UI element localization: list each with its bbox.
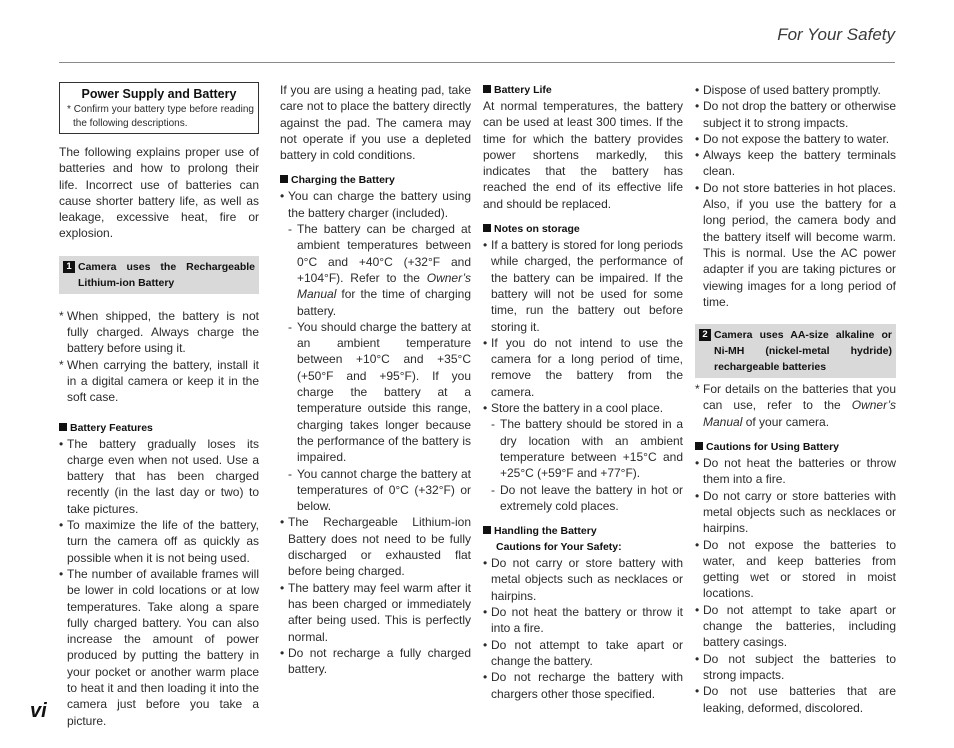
- subsection-banner-1: [59, 256, 259, 294]
- list-item: • If you do not intend to use the camera for a long period of time, remove the battery from the camera.: [483, 335, 683, 400]
- subsection-number: 1: [63, 261, 75, 273]
- list-item: • The number of available frames will be lower in cold locations or at low temperatures. Take along a spare fully charged battery. You can also increase the amount of power produced by putting the battery in your pocket or another warm place to heat it and then loading it into the camera just before you take a picture.: [59, 566, 259, 729]
- list-item: • Do not expose the batteries to water, and keep batteries from getting wet or stored in moist locations.: [695, 537, 896, 602]
- column-2: [280, 82, 471, 677]
- square-bullet-icon: [280, 175, 288, 183]
- heading-cautions: Cautions for Using Battery: [695, 439, 896, 455]
- list-item: • If a battery is stored for long periods while charged, the performance of the battery can be impaired. If the battery will not be used for some time, run the battery out before storing it.: [483, 237, 683, 335]
- subheading: Cautions for Your Safety:: [496, 541, 622, 554]
- note-item: * For details on the batteries that you can use, refer to the Owner’s Manual of your camera.: [695, 381, 896, 430]
- heading-handling: Handling the Battery Cautions for Your Safety:: [483, 523, 683, 555]
- list-item: • Do not store batteries in hot places. Also, if you use the battery for a long period, the camera body and the battery itself will become warm. This is normal. Use the AC power adapter if you are taking pictures or viewing images for a long period of time.: [695, 180, 896, 310]
- subsection-title: Camera uses the Rechargeable Lithium-ion Battery: [78, 260, 255, 289]
- list-item: • Do not recharge the battery with chargers other those specified.: [483, 669, 683, 702]
- square-bullet-icon: [59, 423, 67, 431]
- sub-list-item: - The battery should be stored in a dry location with an ambient temperature between +15°C and +25°C (+59°F and +77°F).: [491, 416, 683, 481]
- square-bullet-icon: [483, 224, 491, 232]
- subsection-title: Camera uses AA-size alkaline or Ni-MH (nickel-metal hydride) rechargeable batteries: [714, 329, 892, 374]
- heading-battery-life: Battery Life: [483, 82, 683, 98]
- section-title: Power Supply and Battery: [81, 87, 237, 101]
- header-divider: [59, 62, 895, 63]
- sub-list-item: - The battery can be charged at ambient temperatures between 0°C and +40°C (+32°F and +104°F). Refer to the Owner’s Manual for the time of charging battery.: [288, 221, 471, 319]
- square-bullet-icon: [695, 442, 703, 450]
- list-item: • The Rechargeable Lithium-ion Battery does not need to be fully discharged or exhausted flat before being charged.: [280, 514, 471, 579]
- column-3: [483, 82, 683, 702]
- heading-battery-features: Battery Features: [59, 420, 259, 436]
- note-item: * When carrying the battery, install it in a digital camera or keep it in the soft case.: [59, 357, 259, 406]
- section-title-box: [59, 82, 259, 134]
- title-note: * Confirm your battery type before reading the following descriptions.: [67, 104, 254, 129]
- sub-list-item: - You cannot charge the battery at temperatures of 0°C (+32°F) or below.: [288, 466, 471, 515]
- square-bullet-icon: [483, 85, 491, 93]
- sub-list-item: - You should charge the battery at an ambient temperature between +10°C and +35°C (+50°F and +95°F). If you charge the battery at a temperature outside this range, charging takes longer because the performance of the battery is impaired.: [288, 319, 471, 466]
- subsection-banner-2: [695, 324, 896, 378]
- list-item: • The battery gradually loses its charge even when not used. Use a battery that has been charged recently (in the last day or two) to take pictures.: [59, 436, 259, 517]
- list-item: • Dispose of used battery promptly.: [695, 82, 896, 98]
- list-item: • Do not subject the batteries to strong impacts.: [695, 651, 896, 684]
- subsection-number: 2: [699, 329, 711, 341]
- intro-paragraph: The following explains proper use of batteries and how to prolong their life. Incorrect use of batteries can cause shorter battery life, as well as leakage, excessive heat, fire or explosion.: [59, 145, 259, 241]
- list-item: • Always keep the battery terminals clean.: [695, 147, 896, 180]
- list-item: • Do not drop the battery or otherwise subject it to strong impacts.: [695, 98, 896, 131]
- page-number: vi: [30, 700, 47, 722]
- paragraph: At normal temperatures, the battery can be used at least 300 times. If the time for which the battery provides power shortens markedly, this indicates that the battery has reached the end of its effective life and should be replaced.: [483, 99, 683, 211]
- list-item: • Do not expose the battery to water.: [695, 131, 896, 147]
- list-item: • Do not attempt to take apart or change the battery.: [483, 637, 683, 670]
- list-item: • Do not heat the batteries or throw them into a fire.: [695, 455, 896, 488]
- list-item: • Do not use batteries that are leaking, deformed, discolored.: [695, 683, 896, 716]
- list-item: • Do not carry or store batteries with metal objects such as necklaces or hairpins.: [695, 488, 896, 537]
- list-item: • Do not recharge a fully charged battery.: [280, 645, 471, 678]
- sub-list-item: - Do not leave the battery in hot or extremely cold places.: [491, 482, 683, 515]
- column-4: [695, 82, 896, 716]
- list-item: • Do not heat the battery or throw it into a fire.: [483, 604, 683, 637]
- list-item: • To maximize the life of the battery, turn the camera off as quickly as possible when it is not being used.: [59, 517, 259, 566]
- list-item: • You can charge the battery using the battery charger (included). - The battery can be charged at ambient temperatures between 0°C and +40°C (+32°F and +104°F). Refer to the Owner’s Manual for the time of charging battery. - You should charge the battery at an ambient temperature between +10°C and +35°C (+50°F and +95°F). If you charge the battery at a temperature outside this range, charging takes longer because the performance of the battery is impaired. - You cannot charge the battery at temperatures of 0°C (+32°F) or below.: [280, 188, 471, 514]
- list-item: • The battery may feel warm after it has been charged or immediately after being used. This is perfectly normal.: [280, 580, 471, 645]
- paragraph: If you are using a heating pad, take care not to place the battery directly against the pad. The camera may not operate if you use a depleted battery in cold conditions.: [280, 83, 471, 163]
- column-1: [59, 82, 259, 729]
- heading-storage: Notes on storage: [483, 221, 683, 237]
- heading-charging: Charging the Battery: [280, 172, 471, 188]
- list-item: • Store the battery in a cool place. - The battery should be stored in a dry location with an ambient temperature between +15°C and +25°C (+59°F and +77°F). - Do not leave the battery in hot or extremely cold places.: [483, 400, 683, 514]
- note-item: * When shipped, the battery is not fully charged. Always charge the battery before using it.: [59, 308, 259, 357]
- page-header-title: For Your Safety: [777, 25, 895, 44]
- list-item: • Do not carry or store battery with metal objects such as necklaces or hairpins.: [483, 555, 683, 604]
- square-bullet-icon: [483, 526, 491, 534]
- list-item: • Do not attempt to take apart or change the batteries, including battery casings.: [695, 602, 896, 651]
